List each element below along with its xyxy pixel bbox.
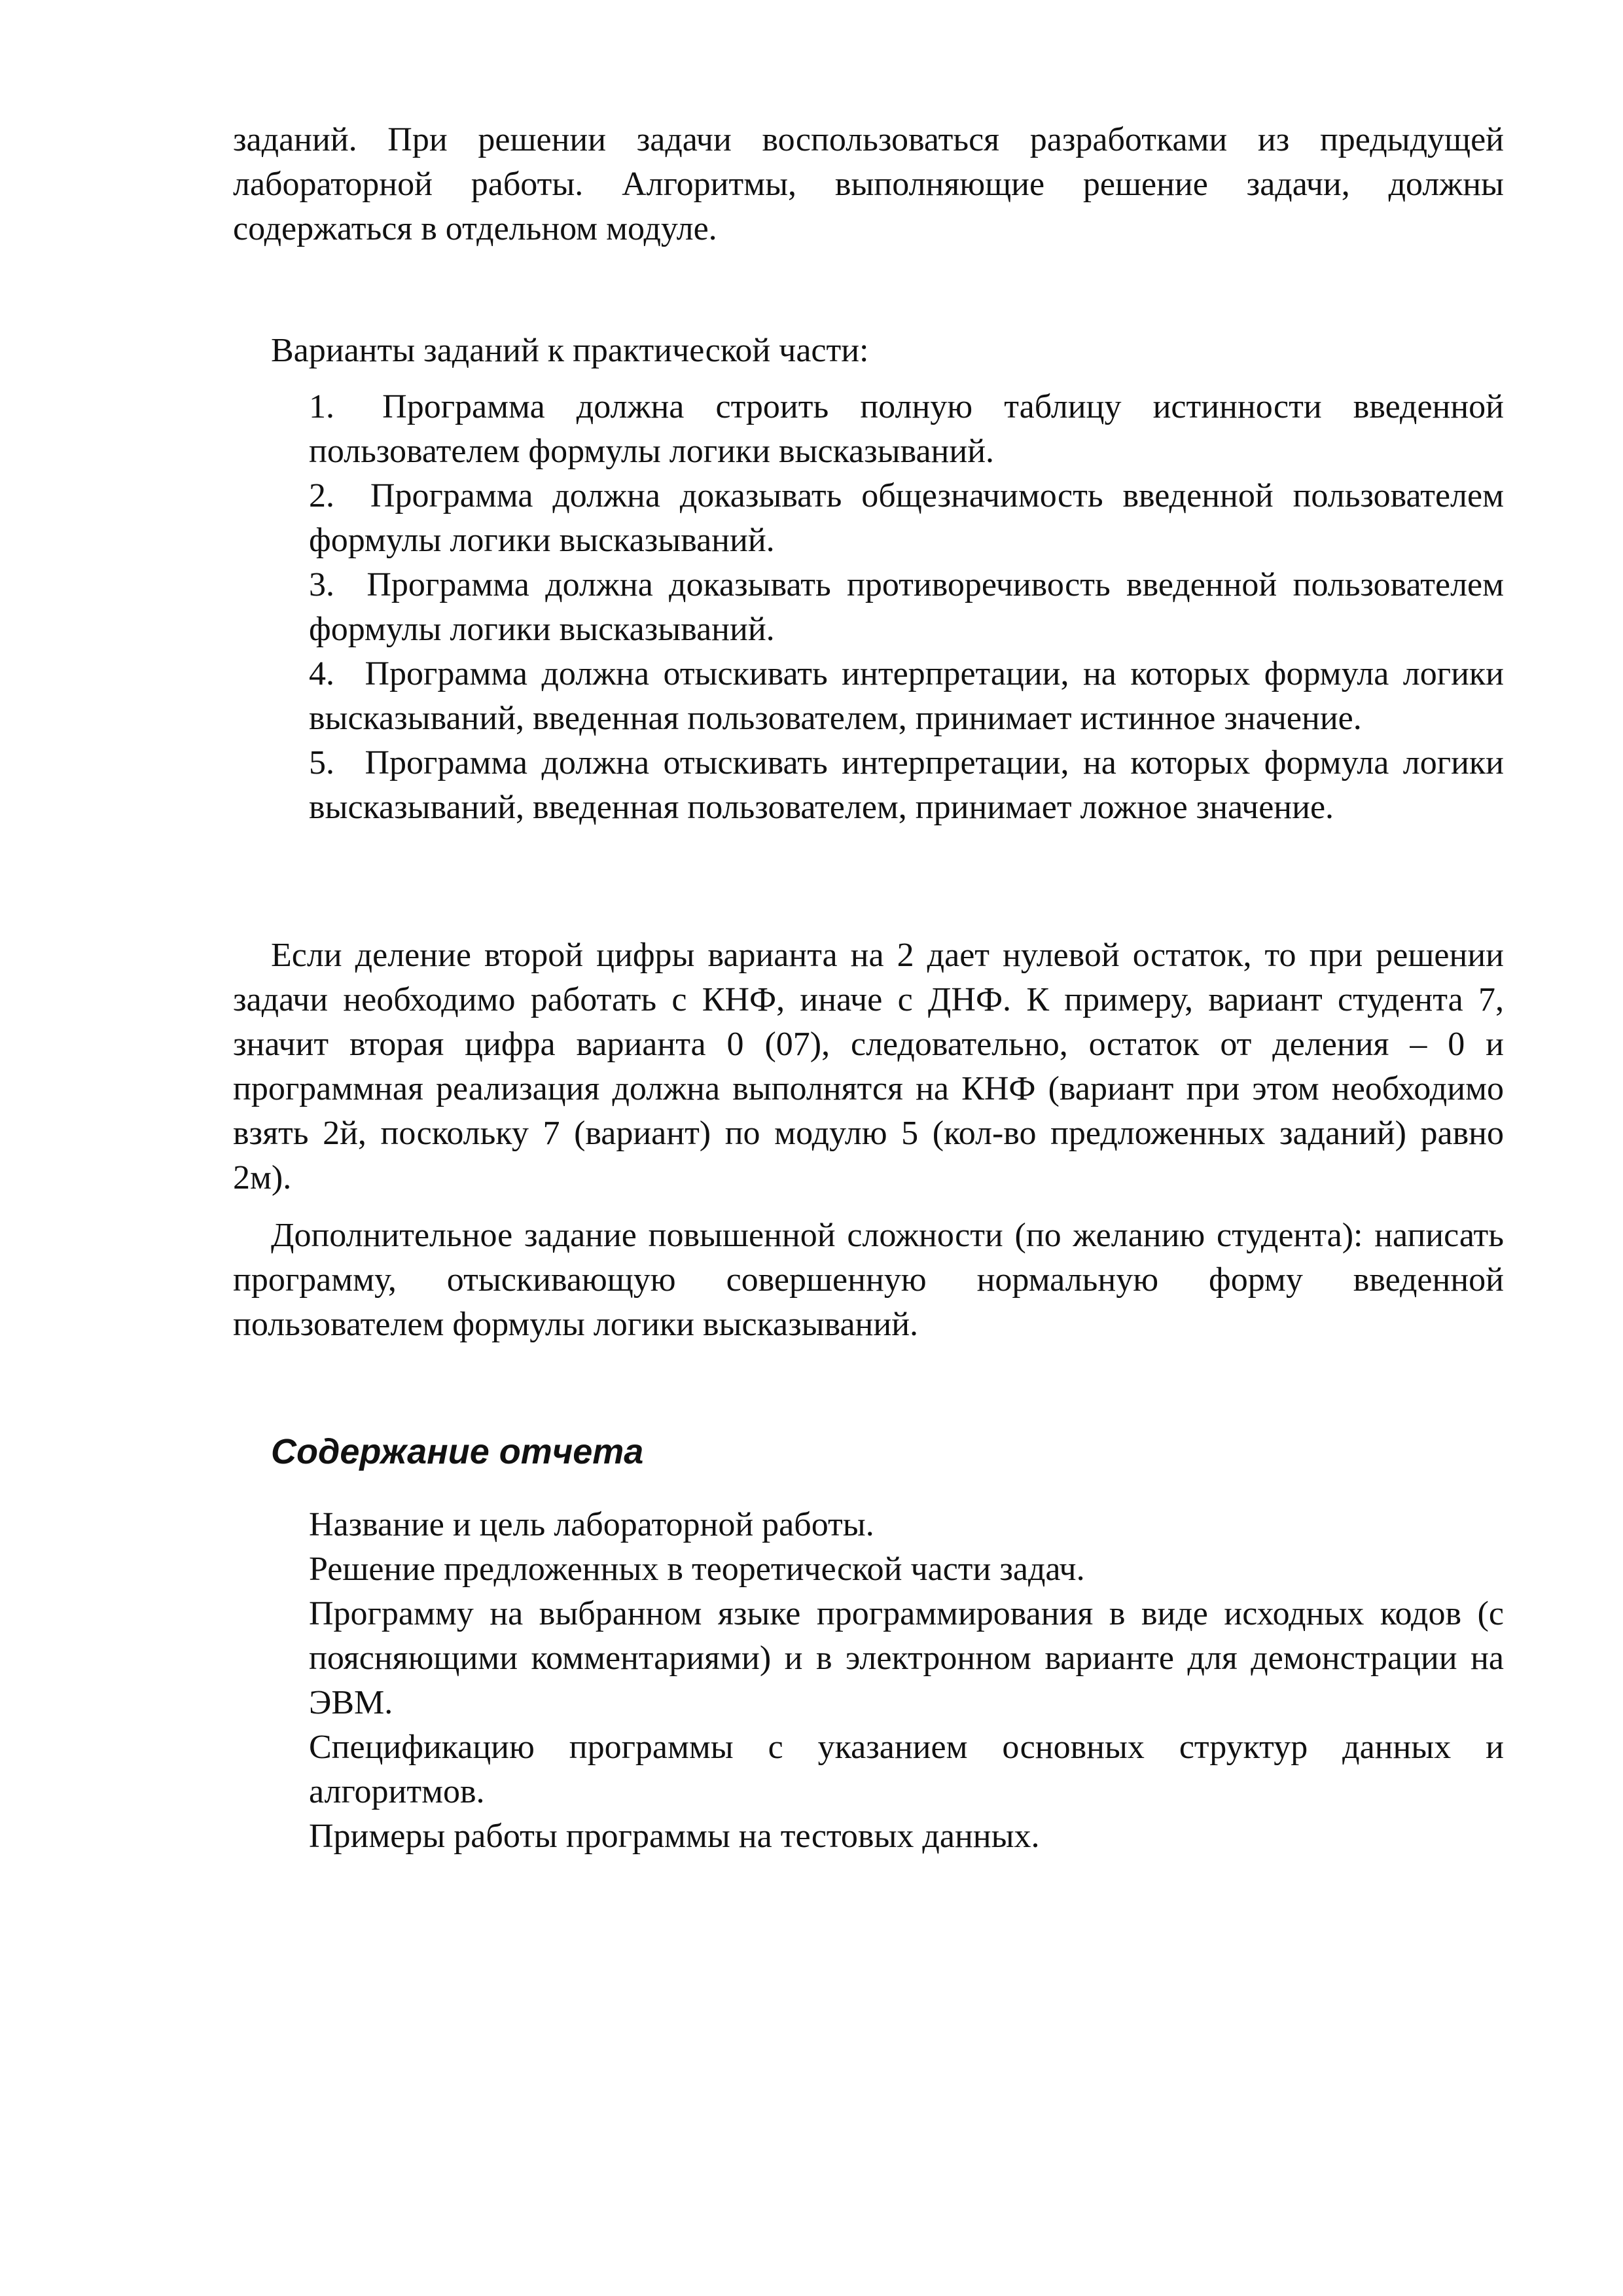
report-item: Решение предложенных в теоретической части задач.	[309, 1551, 1085, 1588]
report-item: Примеры работы программы на тестовых данных.	[309, 1818, 1040, 1855]
report-item: Спецификацию программы с указанием основных структур данных и алгоритмов.	[309, 1729, 1504, 1810]
report-item: Программу на выбранном языке программирования в виде исходных кодов (с поясняющими комментариями) и в электронном варианте для демонстрации на ЭВМ.	[309, 1595, 1504, 1721]
variant-number: 5.	[309, 744, 334, 781]
variant-item-5	[309, 741, 1504, 830]
variant-number: 1.	[309, 388, 334, 425]
intro-paragraph: заданий. При решении задачи воспользоваться разработками из предыдущей лабораторной работы. Алгоритмы, выполняющие решение задачи, должны содержаться в отдельном модуле.	[233, 121, 1504, 247]
variant-item-2	[309, 474, 1504, 563]
variant-number: 2.	[309, 477, 334, 514]
knf-paragraph: Если деление второй цифры варианта на 2 дает нулевой остаток, то при решении задачи необходимо работать с КНФ, иначе с ДНФ. К примеру, вариант студента 7, значит вторая цифра варианта 0 (07), следовательно, остаток от деления – 0 и программная реализация должна выполнятся на КНФ (вариант при этом необходимо взять 2й, поскольку 7 (вариант) по модулю 5 (кол-во предложенных заданий) равно 2м).	[233, 937, 1504, 1196]
report-item: Название и цель лабораторной работы.	[309, 1506, 874, 1543]
variant-item-1	[309, 385, 1504, 474]
variants-list	[309, 385, 1504, 830]
variant-text: Программа должна строить полную таблицу истинности введенной пользователем формулы логики высказываний.	[309, 388, 1505, 470]
variant-item-4	[309, 652, 1504, 741]
report-contents-heading: Содержание отчета	[271, 1432, 644, 1471]
variant-number: 3.	[309, 566, 334, 603]
variant-text: Программа должна отыскивать интерпретации, на которых формула логики высказываний, введенная пользователем, принимает ложное значение.	[309, 744, 1504, 826]
variant-number: 4.	[309, 655, 334, 692]
variants-heading: Варианты заданий к практической части:	[271, 332, 869, 369]
extra-task-paragraph: Дополнительное задание повышенной сложности (по желанию студента): написать программу, отыскивающую совершенную нормальную форму введенной пользователем формулы логики высказываний.	[233, 1217, 1504, 1343]
variant-item-3	[309, 563, 1504, 652]
variant-text: Программа должна доказывать общезначимость введенной пользователем формулы логики высказываний.	[309, 477, 1504, 559]
variant-text: Программа должна отыскивать интерпретации, на которых формула логики высказываний, введенная пользователем, принимает истинное значение.	[309, 655, 1504, 737]
variant-text: Программа должна доказывать противоречивость введенной пользователем формулы логики высказываний.	[309, 566, 1505, 648]
report-contents-list	[309, 1503, 1504, 1859]
